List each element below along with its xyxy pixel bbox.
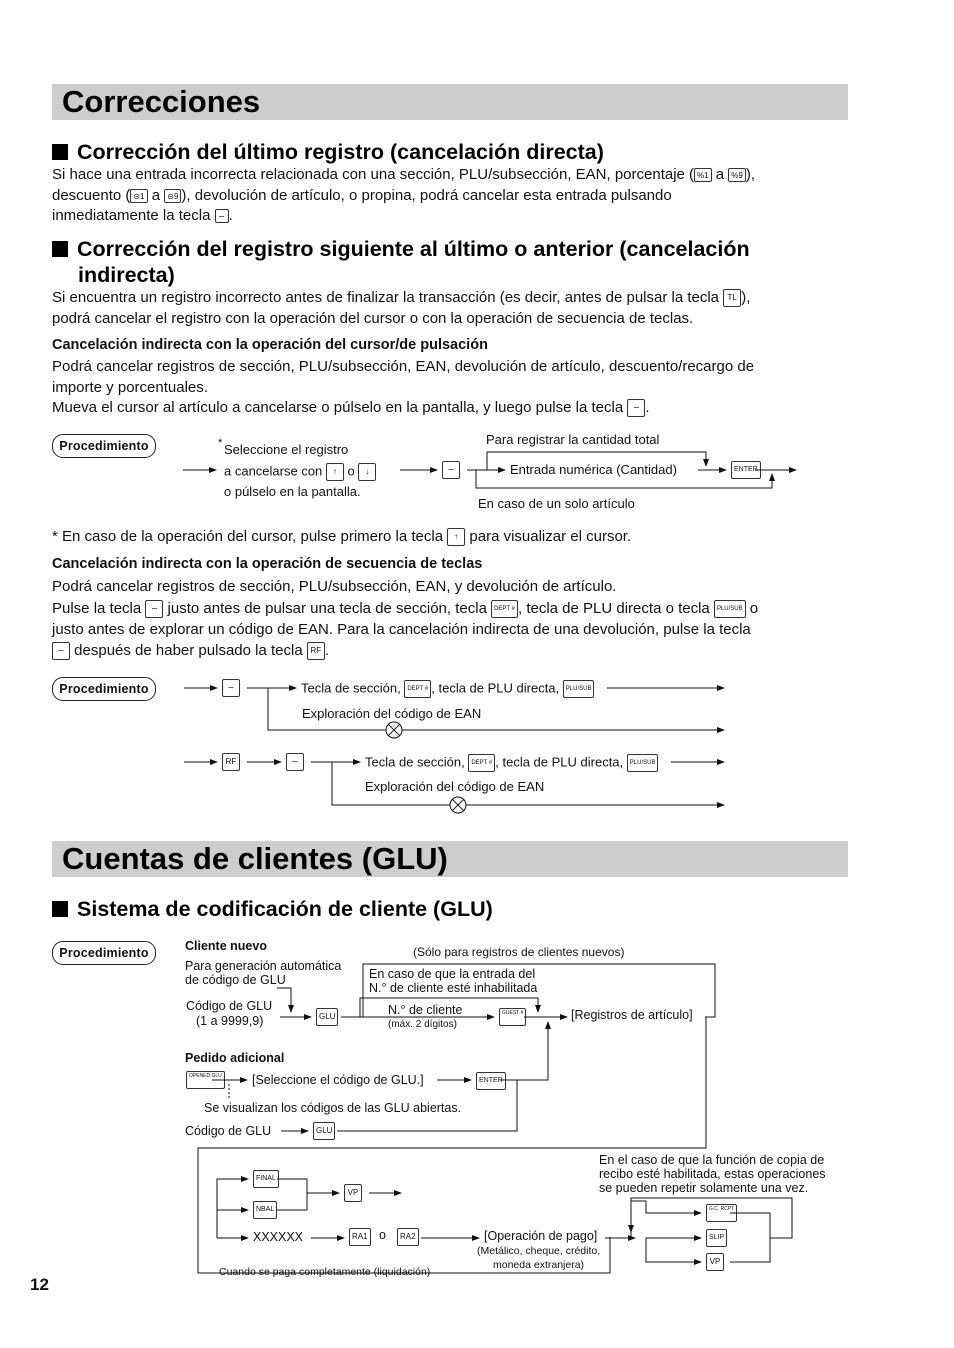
void-key-icon: ∽: [286, 753, 304, 771]
heading-direct-cancel: Corrección del último registro (cancelación directa): [52, 139, 604, 165]
gc-rcpt-key-icon: G.C. RCPT: [706, 1204, 737, 1222]
vp-key-icon: VP: [344, 1184, 362, 1202]
auto-gen-line2: de código de GLU: [185, 973, 286, 987]
disabled-line2: N.° de cliente esté inhabilitada: [369, 981, 538, 995]
d2-ean-label-a: Exploración del código de EAN: [302, 706, 482, 721]
to-final-line: [217, 1179, 248, 1238]
void-key-icon: ∽: [145, 600, 163, 618]
disc1-key-icon: ⊝1: [130, 189, 147, 203]
max-digits-label: (máx. 2 dígitos): [388, 1019, 457, 1030]
guest-key-icon: GUEST #: [499, 1008, 526, 1026]
receipt-note-line1: En el caso de que la función de copia de: [599, 1153, 825, 1167]
down-arrow-key-icon: ↓: [358, 463, 376, 481]
glu-code-label: Código de GLU: [186, 999, 273, 1013]
repeat-loop-line: [631, 1198, 792, 1238]
glu-key-icon: GLU: [316, 1008, 338, 1026]
void-key-icon: ∽: [215, 209, 229, 223]
plu-sub-key-icon: PLU/SUB: [627, 754, 659, 772]
d2-ean-label-b: Exploración del código de EAN: [365, 779, 545, 794]
d2-dept-line-b: Tecla de sección, DEPT # , tecla de PLU directa, PLU/SUB: [365, 754, 658, 772]
client-no-label: N.° de cliente: [388, 1003, 463, 1017]
pct1-key-icon: %1: [694, 168, 712, 182]
indirect-paragraph-line1: Si encuentra un registro incorrecto antes de finalizar la transacción (es decir, antes de pulsar la tecla TL ),: [52, 289, 751, 306]
dept-key-icon: DEPT #: [468, 754, 495, 772]
heading-glu-system: Sistema de codificación de cliente (GLU): [52, 896, 493, 922]
sequence-paragraph-line2: Pulse la tecla ∽ justo antes de pulsar una tecla de sección, tecla DEPT # , tecla de PLU directa o tecla PLU/SUB o: [52, 600, 759, 617]
up-arrow-key-icon: ↑: [326, 463, 344, 481]
d1-select-line2: a cancelarse con ↑ o ↓: [224, 463, 376, 481]
enter-key-icon: ENTER: [476, 1072, 506, 1090]
procedure-label: Procedimiento: [52, 677, 156, 701]
or-label: o: [379, 1228, 386, 1242]
sequence-subheading: Cancelación indirecta con la operación de secuencia de teclas: [52, 556, 483, 572]
disabled-line1: En caso de que la entrada del: [369, 967, 536, 981]
open-glus-label: Se visualizan los códigos de las GLU abiertas.: [204, 1101, 462, 1115]
glu-range-label: (1 a 9999,9): [196, 1014, 264, 1028]
auto-gen-line: [277, 988, 291, 1012]
disc9-key-icon: ⊝9: [164, 189, 181, 203]
direct-paragraph-line2: descuento ( ⊝1 a ⊝9 ), devolución de artículo, o propina, podrá cancelar esta entrada pulsando: [52, 187, 672, 204]
auto-gen-line1: Para generación automática: [185, 959, 342, 973]
void-key-icon: ∽: [52, 642, 70, 660]
payment-sub-line2: moneda extranjera): [493, 1259, 585, 1271]
procedure-label: Procedimiento: [52, 434, 156, 458]
cursor-paragraph-line3: Mueva el cursor al artículo a cancelarse o púlselo en la pantalla, y luego pulse la tecla ∽ .: [52, 399, 650, 416]
void-key-icon: ∽: [222, 679, 240, 697]
vp-key-icon: VP: [706, 1253, 724, 1271]
opened-glu-key-icon: OPENED GLU: [186, 1071, 225, 1089]
footnote-star: *: [218, 437, 223, 449]
new-client-label: Cliente nuevo: [185, 939, 267, 953]
direct-paragraph-line3: inmediatamente la tecla ∽ .: [52, 207, 233, 224]
tl-key-icon: TL: [723, 289, 741, 307]
scanner-icon: [450, 797, 466, 813]
single-branch-line: [476, 470, 772, 488]
heading-indirect-cancel: Corrección del registro siguiente al último o anterior (cancelación indirecta): [52, 236, 750, 288]
void-key-icon: ∽: [627, 399, 645, 417]
d1-total-label: Para registrar la cantidad total: [486, 432, 660, 447]
section-title: Cuentas de clientes (GLU): [62, 841, 448, 876]
ean-branch-line-b: [332, 762, 724, 805]
plu-sub-key-icon: PLU/SUB: [714, 600, 746, 618]
new-client-loop-line: [363, 964, 715, 1017]
indirect-paragraph-line2: podrá cancelar el registro con la operación del cursor o con la operación de secuencia de teclas.: [52, 310, 694, 327]
dept-key-icon: DEPT #: [404, 680, 431, 698]
only-new-label: (Sólo para registros de clientes nuevos): [413, 945, 625, 959]
cursor-note: * En caso de la operación del cursor, pulse primero la tecla ↑ para visualizar el cursor.: [52, 528, 632, 545]
payment-label: [Operación de pago]: [484, 1229, 598, 1243]
d1-select-line1: Seleccione el registro: [224, 442, 349, 457]
total-branch-line: [487, 452, 706, 470]
enter-key-icon: ENTER: [731, 461, 761, 479]
payment-sub-line1: (Metálico, cheque, crédito,: [477, 1245, 601, 1257]
cursor-paragraph-line2: importe y porcentuales.: [52, 379, 208, 396]
final-nbal-join-line: [277, 1179, 307, 1210]
d1-select-line3: o púlselo en la pantalla.: [224, 484, 361, 499]
final-key-icon: FINAL: [253, 1170, 279, 1188]
plu-sub-key-icon: PLU/SUB: [563, 680, 595, 698]
page-number: 12: [30, 1275, 49, 1294]
slip-key-icon: SLIP: [706, 1229, 727, 1247]
glu-key-icon: GLU: [313, 1122, 335, 1140]
void-key-icon: ∽: [442, 461, 460, 479]
receipt-join-line: [730, 1213, 770, 1262]
xxxxxx-label: XXXXXX: [253, 1230, 304, 1244]
ra2-key-icon: RA2: [397, 1228, 419, 1246]
item-registrations-label: [Registros de artículo]: [571, 1008, 693, 1022]
d2-dept-line-a: Tecla de sección, DEPT # , tecla de PLU directa, PLU/SUB: [301, 680, 594, 698]
enter-to-items-line: [501, 1022, 548, 1080]
scanner-icon: [386, 722, 402, 738]
receipt-note-line2: recibo esté habilitada, estas operaciones: [599, 1167, 826, 1181]
pct9-key-icon: %9: [728, 168, 746, 182]
sequence-paragraph-line3: justo antes de explorar un código de EAN. Para la cancelación indirecta de una devolución, pulse la tecla: [52, 621, 751, 638]
cursor-subheading: Cancelación indirecta con la operación del cursor/de pulsación: [52, 337, 488, 353]
glu-code-to-enter-line: [337, 1080, 517, 1131]
glu-code-label-2: Código de GLU: [185, 1124, 272, 1138]
cursor-paragraph-line1: Podrá cancelar registros de sección, PLU/subsección, EAN, devolución de artículo, descuento/recargo de: [52, 358, 755, 375]
receipt-note-line3: se pueden repetir solamente una vez.: [599, 1181, 809, 1195]
to-vp-line: [646, 1238, 701, 1262]
to-gc-rcpt-line: [631, 1201, 701, 1213]
dept-key-icon: DEPT #: [491, 600, 518, 618]
rf-key-icon: RF: [222, 753, 240, 771]
d1-single-label: En caso de un solo artículo: [478, 496, 635, 511]
main-loop-line: [198, 1017, 706, 1273]
sequence-paragraph-line1: Podrá cancelar registros de sección, PLU/subsección, EAN, y devolución de artículo.: [52, 578, 617, 595]
full-pay-label: Cuando se paga completamente (liquidación): [219, 1266, 431, 1278]
procedure-label: Procedimiento: [52, 941, 156, 965]
additional-order-label: Pedido adicional: [185, 1051, 285, 1065]
ra1-key-icon: RA1: [349, 1228, 371, 1246]
d1-entry-label: Entrada numérica (Cantidad): [510, 462, 677, 477]
section-title: Correcciones: [62, 84, 261, 119]
nbal-key-icon: NBAL: [253, 1201, 277, 1219]
direct-paragraph-line1: Si hace una entrada incorrecta relacionada con una sección, PLU/subsección, EAN, porcentaje ( %1 a %9 ),: [52, 166, 756, 183]
ean-branch-line-a: [268, 688, 724, 730]
disabled-bypass-line: [360, 998, 538, 1017]
select-glu-label: [Seleccione el código de GLU.]: [252, 1073, 424, 1087]
rf-key-icon: RF: [307, 642, 325, 660]
up-arrow-key-icon: ↑: [447, 528, 465, 546]
sequence-paragraph-line4: ∽ después de haber pulsado la tecla RF .: [52, 640, 329, 661]
